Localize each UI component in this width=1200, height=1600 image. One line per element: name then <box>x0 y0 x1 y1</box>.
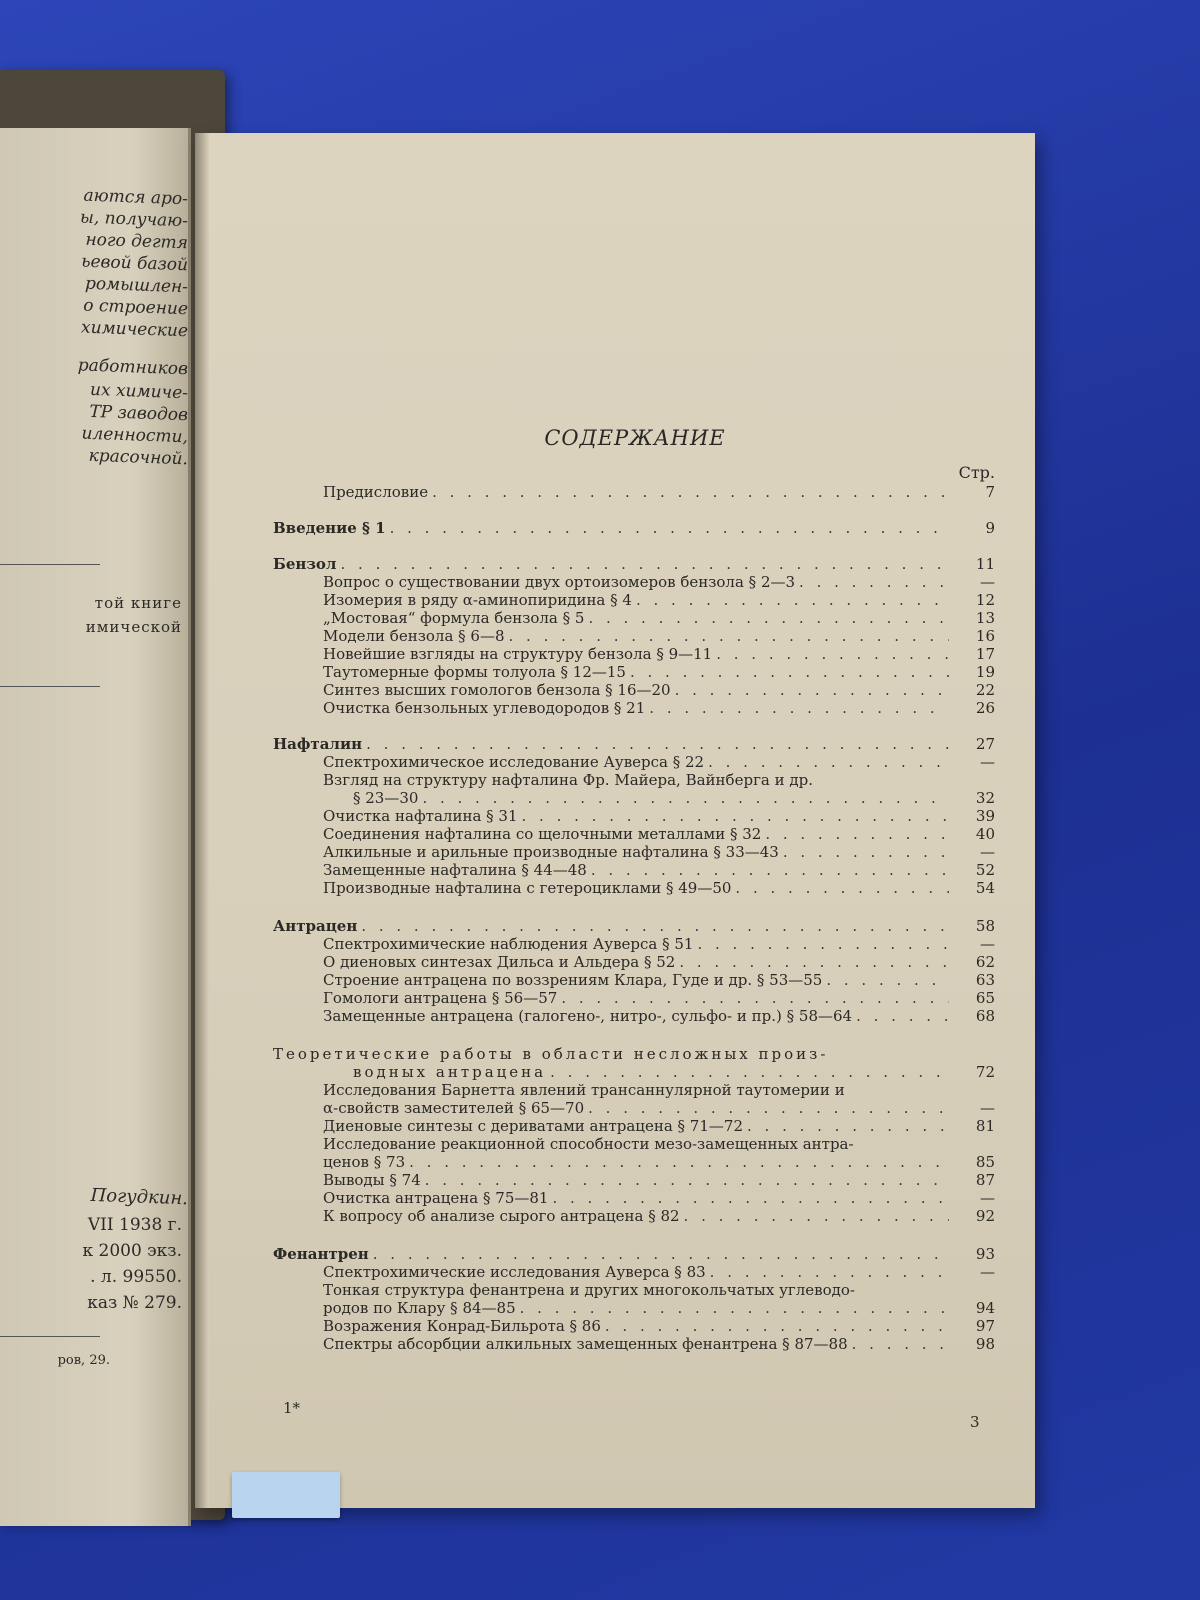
signature-mark: 1* <box>283 1399 301 1417</box>
toc-entry-text: Замещенные антрацена (галогено-, нитро-, сульфо- и пр.) § 58—64 <box>323 1007 853 1025</box>
divider <box>0 564 100 565</box>
dot-leader <box>561 989 949 1008</box>
imprint-signature: Погудкин. <box>90 1184 189 1210</box>
dot-leader <box>856 1007 949 1026</box>
toc-entry-text: Спектры абсорбции алкильных замещенных фенантрена § 87—88 <box>323 1335 848 1353</box>
toc-entry <box>323 1153 949 1172</box>
toc-section-heading <box>273 1245 949 1264</box>
page-column-header: Стр. <box>958 463 995 482</box>
toc-page-number: 40 <box>975 825 995 843</box>
left-page-text-line: той книге <box>94 594 182 612</box>
toc-entry-text: Таутомерные формы толуола § 12—15 <box>323 663 626 681</box>
toc-entry <box>323 843 949 862</box>
toc-entry <box>323 1189 949 1208</box>
toc-entry-text: Спектрохимические наблюдения Ауверса § 51 <box>323 935 694 953</box>
toc-entry-text: водных антрацена <box>353 1063 547 1081</box>
left-page-text-line: химические <box>80 317 189 342</box>
dot-leader <box>361 917 949 936</box>
toc-entry <box>323 825 949 844</box>
dot-leader <box>675 681 949 700</box>
dot-leader <box>390 519 949 538</box>
dot-leader <box>588 1099 949 1118</box>
toc-entry-text: Спектрохимическое исследование Ауверса § 22 <box>323 753 705 771</box>
toc-page-number: — <box>980 1099 995 1117</box>
toc-entry <box>323 1317 949 1336</box>
toc-page-number: 63 <box>975 971 995 989</box>
toc-entry-text: Спектрохимические исследования Ауверса § 83 <box>323 1263 706 1281</box>
left-page <box>0 128 191 1526</box>
dot-leader <box>366 735 949 754</box>
dot-leader <box>509 627 949 646</box>
dot-leader <box>432 483 949 502</box>
dot-leader <box>716 645 949 664</box>
toc-page-number: — <box>980 843 995 861</box>
toc-page-number: 12 <box>975 591 995 609</box>
toc-entry <box>323 699 949 718</box>
toc-entry-text: Очистка бензольных углеводородов § 21 <box>323 699 646 717</box>
toc-entry-text: Производные нафталина с гетероциклами § 49—50 <box>323 879 732 897</box>
sticky-tab-marker <box>232 1472 340 1518</box>
toc-page-number: 16 <box>975 627 995 645</box>
toc-page-number: 13 <box>975 609 995 627</box>
divider <box>0 686 100 687</box>
toc-page-number: 68 <box>975 1007 995 1025</box>
toc-entry-text: Алкильные и арильные производные нафталина § 33—43 <box>323 843 779 861</box>
toc-page-number: 97 <box>975 1317 995 1335</box>
dot-leader <box>684 1207 949 1226</box>
printer-line: ров, 29. <box>57 1353 110 1368</box>
toc-entry <box>323 483 949 502</box>
page-number: 3 <box>970 1413 980 1431</box>
toc-entry-text: Диеновые синтезы с дериватами антрацена § 71—72 <box>323 1117 743 1135</box>
toc-entry-text: Исследования Барнетта явлений трансаннулярной таутомерии и <box>323 1081 845 1099</box>
toc-page-number: — <box>980 753 995 771</box>
toc-section-heading <box>273 917 949 936</box>
dot-leader <box>588 609 949 628</box>
toc-page-number: 58 <box>975 917 995 935</box>
imprint-line: к 2000 экз. <box>82 1241 182 1261</box>
left-page-text-line: ТР заводов <box>89 401 189 426</box>
toc-entry <box>323 971 949 990</box>
left-page-text-line: красочной. <box>88 445 189 470</box>
toc-section-heading <box>273 519 949 538</box>
toc-page-number: 17 <box>975 645 995 663</box>
toc-entry <box>323 953 949 972</box>
left-page-text-line: о строение <box>82 295 189 320</box>
toc-page-number: 11 <box>975 555 995 573</box>
dot-leader <box>710 1263 949 1282</box>
toc-entry-text: Бензол <box>273 555 337 573</box>
dot-leader <box>630 663 949 682</box>
dot-leader <box>636 591 949 610</box>
dot-leader <box>852 1335 949 1354</box>
toc-entry-text: Соединения нафталина со щелочными металлами § 32 <box>323 825 762 843</box>
toc-page-number: 81 <box>975 1117 995 1135</box>
toc-page-number: 7 <box>985 483 995 501</box>
toc-entry <box>323 681 949 700</box>
imprint-line: каз № 279. <box>87 1293 182 1313</box>
toc-page-number: — <box>980 573 995 591</box>
toc-page-number: 72 <box>975 1063 995 1081</box>
toc-entry <box>323 627 949 646</box>
toc-entry <box>323 1171 949 1190</box>
dot-leader <box>422 789 949 808</box>
toc-entry-text: Изомерия в ряду α-аминопиридина § 4 <box>323 591 632 609</box>
toc-page-number: 92 <box>975 1207 995 1225</box>
left-page-text-line: имической <box>85 618 182 636</box>
toc-page-number: 85 <box>975 1153 995 1171</box>
dot-leader <box>649 699 949 718</box>
toc-entry <box>323 1117 949 1136</box>
toc-entry-text: родов по Клару § 84—85 <box>323 1299 516 1317</box>
toc-entry-text: Предисловие <box>323 483 429 501</box>
left-page-text-line: их химиче- <box>89 379 189 404</box>
dot-leader <box>799 573 949 592</box>
toc-entry-text: Теоретические работы в области несложных произ- <box>273 1045 829 1063</box>
toc-entry <box>353 789 949 808</box>
toc-entry <box>323 573 949 592</box>
toc-page-number: 26 <box>975 699 995 717</box>
right-page <box>195 133 1035 1508</box>
dot-leader <box>522 807 949 826</box>
left-page-text-line: иленности, <box>81 423 189 448</box>
toc-entry <box>323 591 949 610</box>
toc-entry-text: Нафталин <box>273 735 363 753</box>
left-page-text-line: работников <box>77 355 189 380</box>
divider <box>0 1336 100 1337</box>
dot-leader <box>708 753 949 772</box>
toc-entry-text: Антрацен <box>273 917 358 935</box>
toc-page-number: 27 <box>975 735 995 753</box>
dot-leader <box>409 1153 949 1172</box>
toc-page-number: 62 <box>975 953 995 971</box>
dot-leader <box>697 935 949 954</box>
toc-entry <box>323 879 949 898</box>
imprint-line: VII 1938 г. <box>87 1215 182 1235</box>
dot-leader <box>605 1317 949 1336</box>
dot-leader <box>341 555 950 574</box>
toc-page-number: — <box>980 1263 995 1281</box>
toc-entry <box>323 935 949 954</box>
dot-leader <box>373 1245 949 1264</box>
toc-entry-text: Тонкая структура фенантрена и других многокольчатых углеводо- <box>323 1281 855 1299</box>
toc-entry-text: Новейшие взгляды на структуру бензола § 9—11 <box>323 645 713 663</box>
dot-leader <box>550 1063 949 1082</box>
toc-entry-text: „Мостовая“ формула бензола § 5 <box>323 609 585 627</box>
toc-entry <box>323 1299 949 1318</box>
dot-leader <box>520 1299 949 1318</box>
dot-leader <box>826 971 949 990</box>
toc-entry <box>323 861 949 880</box>
dot-leader <box>591 861 949 880</box>
left-page-text-line: ного дегтя <box>85 229 189 254</box>
toc-entry-text: ценов § 73 <box>323 1153 406 1171</box>
dot-leader <box>783 843 949 862</box>
toc-page-number: — <box>980 1189 995 1207</box>
dot-leader <box>552 1189 949 1208</box>
toc-entry <box>323 989 949 1008</box>
toc-entry <box>323 1099 949 1118</box>
toc-entry <box>353 1063 949 1082</box>
dot-leader <box>425 1171 949 1190</box>
left-page-text-line: ьевой базой <box>80 251 189 276</box>
toc-entry <box>323 645 949 664</box>
toc-entry-text: Модели бензола § 6—8 <box>323 627 505 645</box>
toc-page-number: 54 <box>975 879 995 897</box>
toc-page-number: 39 <box>975 807 995 825</box>
toc-page-number: 94 <box>975 1299 995 1317</box>
toc-entry-text: Фенантрен <box>273 1245 369 1263</box>
toc-title: СОДЕРЖАНИЕ <box>544 426 726 450</box>
toc-entry <box>323 771 949 790</box>
toc-page-number: 19 <box>975 663 995 681</box>
toc-page-number: 65 <box>975 989 995 1007</box>
toc-page-number: 32 <box>975 789 995 807</box>
toc-page-number: 87 <box>975 1171 995 1189</box>
toc-entry <box>323 663 949 682</box>
toc-entry-text: Исследование реакционной способности мезо-замещенных антра- <box>323 1135 854 1153</box>
toc-entry <box>323 1081 949 1100</box>
toc-entry-text: К вопросу об анализе сырого антрацена § 82 <box>323 1207 680 1225</box>
toc-entry <box>323 1281 949 1300</box>
toc-entry <box>323 1207 949 1226</box>
toc-page-number: 22 <box>975 681 995 699</box>
dot-leader <box>747 1117 949 1136</box>
toc-entry-text: О диеновых синтезах Дильса и Альдера § 52 <box>323 953 676 971</box>
toc-entry-text: α-свойств заместителей § 65—70 <box>323 1099 585 1117</box>
toc-entry <box>323 609 949 628</box>
toc-entry-text: § 23—30 <box>353 789 419 807</box>
toc-entry-text: Возражения Конрад-Бильрота § 86 <box>323 1317 601 1335</box>
left-page-text-line: аются аро- <box>83 185 189 210</box>
toc-entry <box>323 753 949 772</box>
toc-entry-text: Введение § 1 <box>273 519 386 537</box>
toc-page-number: 98 <box>975 1335 995 1353</box>
toc-section-heading <box>273 555 949 574</box>
left-page-text-line: ромышлен- <box>84 273 189 298</box>
table-of-contents <box>195 133 1035 1508</box>
toc-entry-text: Синтез высших гомологов бензола § 16—20 <box>323 681 671 699</box>
toc-entry <box>323 1263 949 1282</box>
toc-entry-text: Очистка нафталина § 31 <box>323 807 518 825</box>
toc-entry-text: Взгляд на структуру нафталина Фр. Майера, Вайнберга и др. <box>323 771 814 789</box>
toc-page-number: 52 <box>975 861 995 879</box>
toc-entry <box>323 1135 949 1154</box>
imprint-line: . л. 99550. <box>90 1267 182 1287</box>
left-page-text-line: ы, получаю- <box>79 207 189 232</box>
toc-entry <box>323 807 949 826</box>
toc-section-heading <box>273 1045 949 1064</box>
toc-entry-text: Вопрос о существовании двух ортоизомеров бензола § 2—3 <box>323 573 796 591</box>
toc-entry-text: Строение антрацена по воззрениям Клара, Гуде и др. § 53—55 <box>323 971 823 989</box>
toc-entry-text: Выводы § 74 <box>323 1171 421 1189</box>
toc-entry-text: Гомологи антрацена § 56—57 <box>323 989 558 1007</box>
toc-page-number: 9 <box>985 519 995 537</box>
toc-entry <box>323 1335 949 1354</box>
toc-entry-text: Очистка антрацена § 75—81 <box>323 1189 549 1207</box>
toc-page-number: — <box>980 935 995 953</box>
dot-leader <box>765 825 949 844</box>
toc-entry-text: Замещенные нафталина § 44—48 <box>323 861 587 879</box>
toc-section-heading <box>273 735 949 754</box>
dot-leader <box>735 879 949 898</box>
toc-page-number: 93 <box>975 1245 995 1263</box>
dot-leader <box>679 953 949 972</box>
toc-entry <box>323 1007 949 1026</box>
